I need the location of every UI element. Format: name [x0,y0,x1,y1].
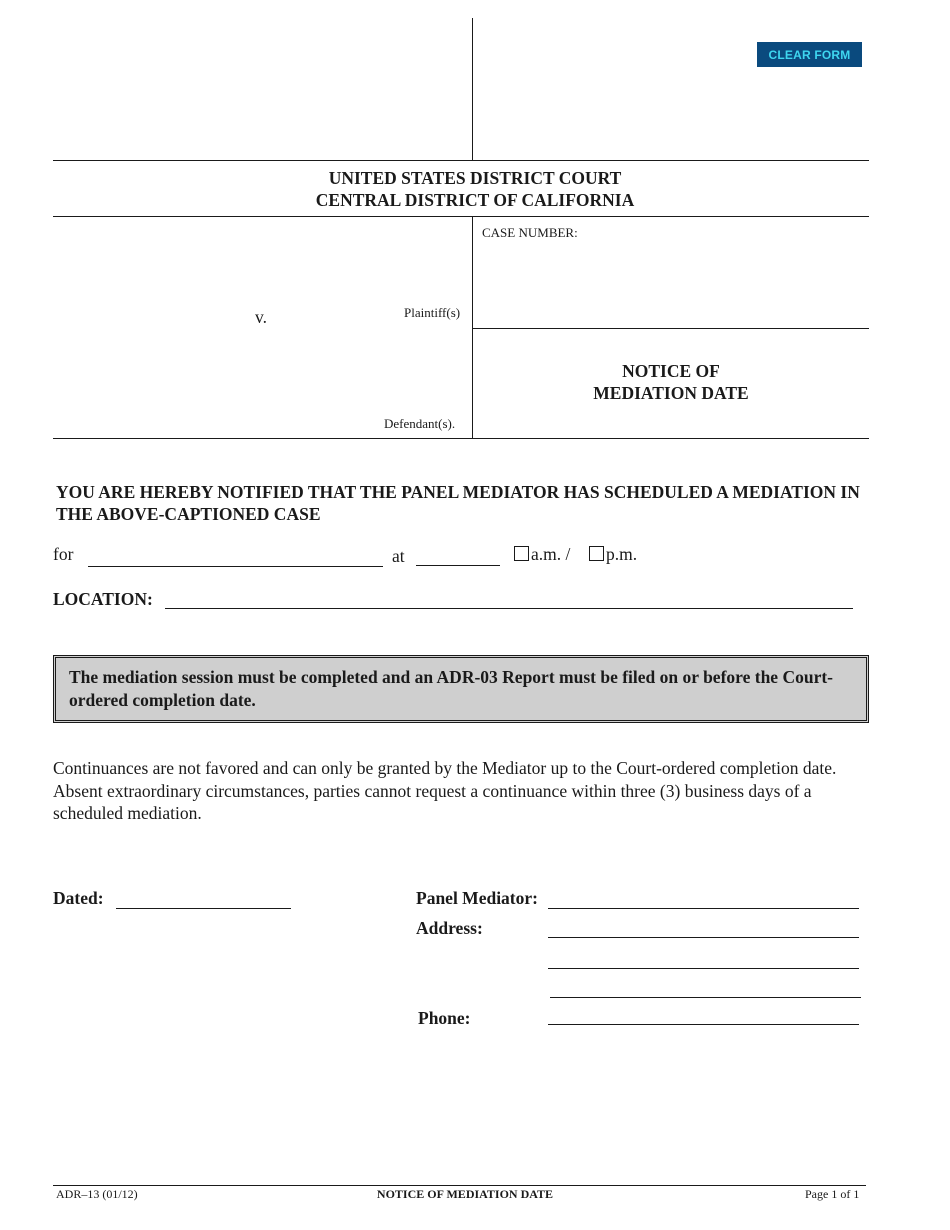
mediation-date-underline [88,566,383,567]
panel-mediator-input[interactable] [549,885,859,907]
panel-mediator-label: Panel Mediator: [416,888,538,908]
district-name: CENTRAL DISTRICT OF CALIFORNIA [315,190,635,210]
pm-label: p.m. [606,544,638,564]
am-checkbox[interactable] [514,546,529,561]
page-number: Page 1 of 1 [805,1187,860,1201]
address-line3-underline [550,997,861,998]
address-line2-underline [548,968,859,969]
pm-checkbox[interactable] [589,546,604,561]
case-number-input[interactable] [482,250,866,272]
form-code: ADR–13 (01/12) [56,1187,138,1201]
location-underline [165,608,853,609]
dated-underline [116,908,291,909]
mediation-date-input[interactable] [88,543,384,565]
defendant-label: Defendant(s). [384,416,456,431]
defendant-input[interactable] [60,335,454,405]
versus-label: v. [255,307,267,327]
plaintiff-label: Plaintiff(s) [404,305,461,320]
panel-mediator-underline [548,908,859,909]
notice-heading: YOU ARE HEREBY NOTIFIED THAT THE PANEL MEDIATOR HAS SCHEDULED A MEDIATION IN THE ABOVE-CAPTIONED CASE [56,482,860,524]
caption-mid-rule [53,216,869,217]
mediation-time-input[interactable] [417,542,501,564]
completion-notice-box [53,655,869,723]
dated-input[interactable] [117,885,293,907]
footer-form-title: NOTICE OF MEDIATION DATE [376,1187,554,1201]
phone-input[interactable] [549,1001,859,1023]
court-name: UNITED STATES DISTRICT COURT [328,168,622,188]
caption-top-rule [53,160,869,161]
address-line1-input[interactable] [549,914,859,936]
completion-notice-text: The mediation session must be completed and an ADR-03 Report must be filed on or before the Court-ordered completion date. [69,667,833,710]
clear-form-button[interactable]: CLEAR FORM [757,42,862,67]
am-label: a.m. / [531,544,571,564]
continuances-paragraph: Continuances are not favored and can only be granted by the Mediator up to the Court-ordered completion date. Absent extraordinary circumstances, parties cannot request a continuance within three (3) business days of a scheduled mediation. [53,758,837,823]
dated-label: Dated: [53,888,104,908]
caption-bottom-rule [53,438,869,439]
form-title-line2: MEDIATION DATE [593,383,749,403]
mediation-time-underline [416,565,500,566]
footer-rule [53,1185,866,1186]
plaintiff-input[interactable] [60,228,454,298]
address-label: Address: [416,918,483,938]
phone-label: Phone: [418,1008,471,1028]
phone-underline [548,1024,859,1025]
top-divider [472,18,473,161]
address-line3-input[interactable] [551,974,861,996]
address-line1-underline [548,937,859,938]
case-number-label: CASE NUMBER: [482,225,578,240]
case-number-rule [473,328,869,329]
form-title-line1: NOTICE OF [622,361,720,381]
location-label: LOCATION: [53,589,153,609]
address-line2-input[interactable] [549,945,859,967]
at-label: at [392,546,405,566]
for-label: for [53,544,74,564]
location-input[interactable] [167,586,855,608]
